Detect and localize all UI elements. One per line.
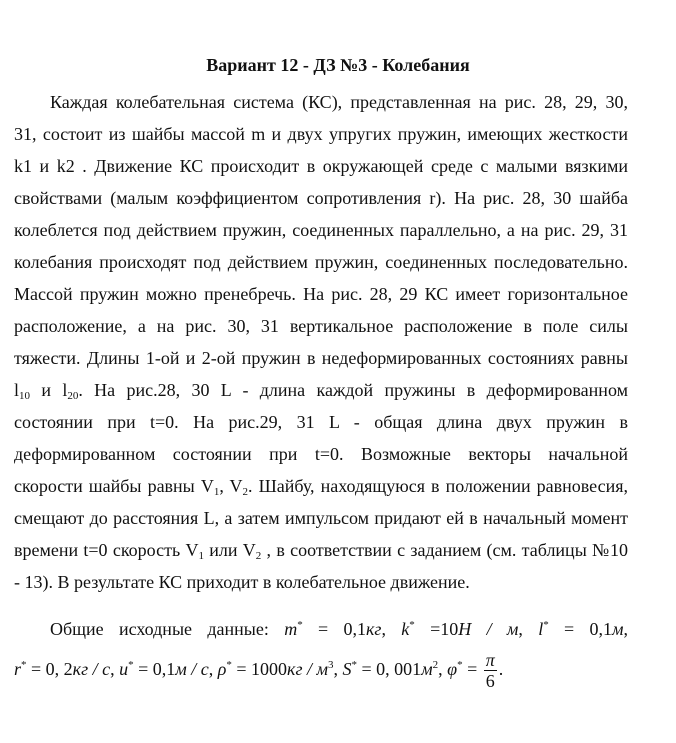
label-word: исходные xyxy=(118,619,193,639)
paragraph-line: k1 и k2 . Движение КС происходит в окружающей среде с малыми вязкими xyxy=(14,156,628,176)
paragraph-line: состоянии при t=0. На рис.29, 31 L - общая длина двух пружин в xyxy=(14,412,628,432)
paragraph-line: свойствами (малым коэффициентом сопротивления r). На рис. 28, 30 шайба xyxy=(14,188,628,208)
paragraph-line xyxy=(14,539,628,561)
formula-r: r* = 0, 2кг / c, xyxy=(14,658,115,679)
paragraph-line xyxy=(14,475,628,497)
general-data-line xyxy=(50,618,628,640)
subscript: 20 xyxy=(67,390,79,402)
formula-rho: $\rho^* = 1000кг / м^3$, xyxy=(217,658,338,679)
subscript: 10 xyxy=(19,390,31,402)
paragraph-line: расположение, а на рис. 30, 31 вертикальное расположение в поле силы xyxy=(14,316,628,336)
subscript: 2 xyxy=(242,486,249,498)
formula-phi: φ* = $\frac{\pi}{6}$ . xyxy=(447,650,504,691)
text: l xyxy=(14,380,20,400)
subscript: 2 xyxy=(255,550,262,562)
formula-l: l* = 0,1м, xyxy=(538,619,629,639)
label-word: Общие xyxy=(50,619,104,639)
paragraph-line: Каждая колебательная система (КС), представленная на рис. 28, 29, 30, xyxy=(50,92,628,112)
subscript: 1 xyxy=(213,486,220,498)
formula-u: u* = 0,1м / c, xyxy=(119,658,214,679)
text: времени t=0 скорость V xyxy=(14,540,199,560)
fraction: $\frac{\pi}{6}$ xyxy=(485,650,495,691)
formula-m: m* = 0,1кг, xyxy=(284,619,386,639)
general-data-line-2 xyxy=(14,650,503,691)
paragraph-line: деформированном состоянии при t=0. Возможные векторы начальной xyxy=(14,444,628,464)
paragraph-line: колебания происходят под действием пружин, соединенных последовательно. xyxy=(14,252,628,272)
label-word: данные: xyxy=(207,619,269,639)
text: , V xyxy=(219,476,243,496)
text: . На рис.28, 30 L - длина каждой пружины в деформированном xyxy=(78,380,628,400)
text: , в соответствии с заданием (см. таблицы №10 xyxy=(261,540,629,560)
text: или V xyxy=(203,540,256,560)
formula-k: k* =10H / м, xyxy=(401,619,523,639)
subscript: 1 xyxy=(198,550,204,562)
text: скорости шайбы равны V xyxy=(14,476,214,496)
paragraph-line: смещают до расстояния L, а затем импульсом придают ей в начальный момент xyxy=(14,508,628,528)
formula-s: S* = 0, $001м^2$, xyxy=(342,658,443,679)
paragraph-line: - 13). В результате КС приходит в колебательное движение. xyxy=(14,572,470,592)
text: . Шайбу, находящуюся в положении равновесия, xyxy=(248,476,628,496)
text: и l xyxy=(30,380,68,400)
paragraph-line: тяжести. Длины 1-ой и 2-ой пружин в недеформированных состояниях равны xyxy=(14,348,628,368)
paragraph-line: 31, состоит из шайбы массой m и двух упругих пружин, имеющих жесткости xyxy=(14,124,628,144)
document-title: Вариант 12 - ДЗ №3 - Колебания xyxy=(206,55,470,75)
paragraph-line: Массой пружин можно пренебречь. На рис. 28, 29 КС имеет горизонтальное xyxy=(14,284,628,304)
paragraph-line: колеблется под действием пружин, соединенных параллельно, а на рис. 29, 31 xyxy=(14,220,628,240)
paragraph-line xyxy=(14,379,628,401)
